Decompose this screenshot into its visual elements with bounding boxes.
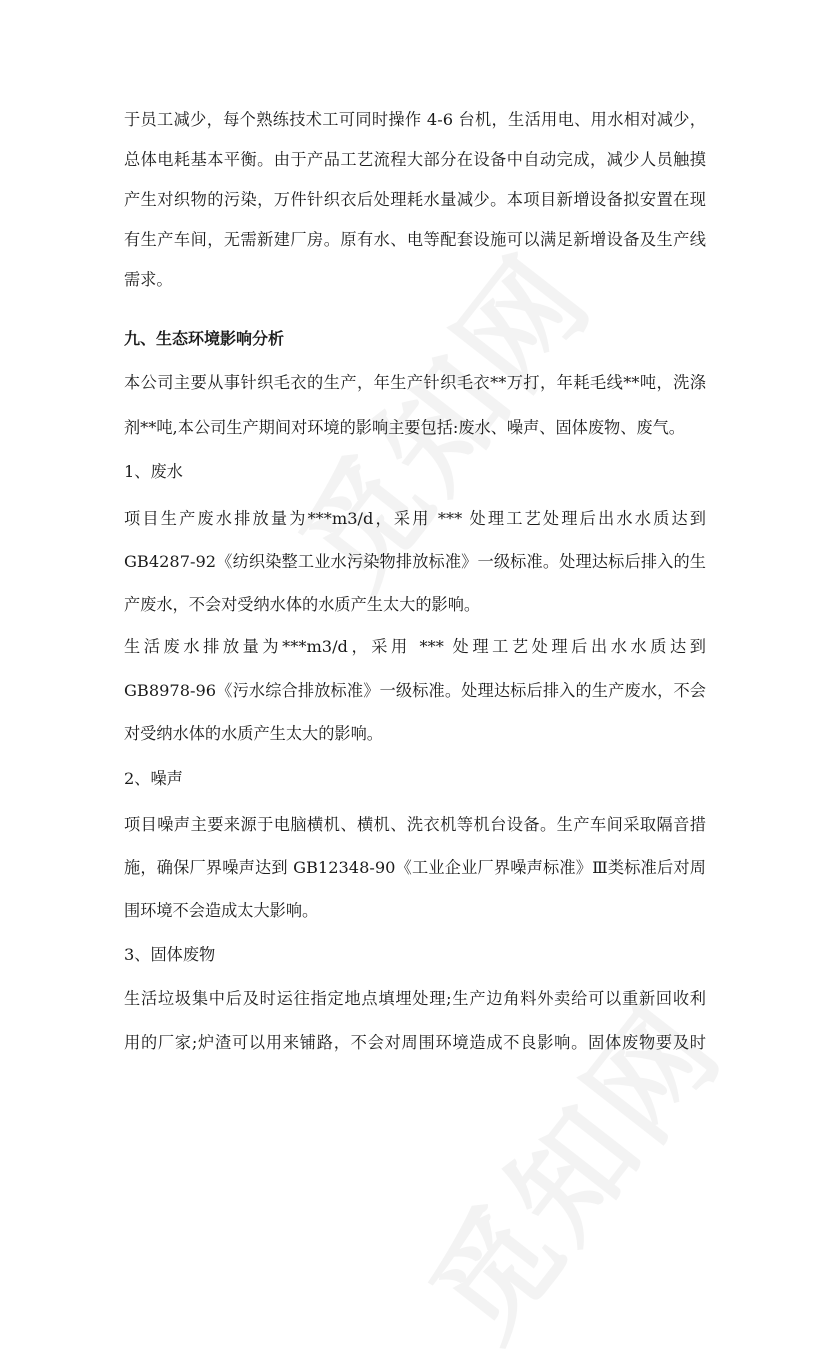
paragraph-line: 生活垃圾集中后及时运往指定地点填埋处理;生产边角料外卖给可以重新回收利 [124, 989, 706, 1008]
paragraph-line: GB8978-96《污水综合排放标准》一级标准。处理达标后排入的生产废水，不会 [124, 681, 706, 700]
paragraph-line: 有生产车间，无需新建厂房。原有水、电等配套设施可以满足新增设备及生产线 [124, 230, 706, 249]
paragraph-line: 于员工减少，每个熟练技术工可同时操作 4-6 台机，生活用电、用水相对减少， [124, 110, 706, 129]
paragraph-line: 本公司主要从事针织毛衣的生产，年生产针织毛衣**万打，年耗毛线**吨，洗涤 [124, 373, 706, 392]
subsection-heading: 1、废水 [124, 462, 183, 481]
paragraph-line: 项目噪声主要来源于电脑横机、横机、洗衣机等机台设备。生产车间采取隔音措 [124, 815, 706, 834]
paragraph-line: 总体电耗基本平衡。由于产品工艺流程大部分在设备中自动完成，减少人员触摸 [124, 150, 706, 169]
subsection-heading: 2、噪声 [124, 769, 183, 788]
paragraph-line: 对受纳水体的水质产生太大的影响。 [124, 724, 383, 743]
paragraph-line: GB4287-92《纺织染整工业水污染物排放标准》一级标准。处理达标后排入的生 [124, 552, 706, 571]
paragraph-line: 产废水，不会对受纳水体的水质产生太大的影响。 [124, 595, 481, 614]
paragraph-line: 产生对织物的污染，万件针织衣后处理耗水量减少。本项目新增设备拟安置在现 [124, 190, 706, 209]
watermark [385, 964, 753, 1368]
subsection-heading: 3、固体废物 [124, 945, 216, 964]
paragraph-line: 用的厂家;炉渣可以用来铺路，不会对周围环境造成不良影响。固体废物要及时 [124, 1033, 706, 1052]
paragraph-line: 生活废水排放量为***m3/d，采用 *** 处理工艺处理后出水水质达到 [124, 637, 706, 656]
paragraph-line: 围环境不会造成太大影响。 [124, 901, 319, 920]
paragraph-line: 需求。 [124, 270, 173, 289]
section-heading: 九、生态环境影响分析 [124, 329, 285, 348]
paragraph-line: 施，确保厂界噪声达到 GB12348-90《工业企业厂界噪声标准》Ⅲ类标准后对周 [124, 858, 706, 877]
paragraph-line: 项目生产废水排放量为***m3/d，采用 *** 处理工艺处理后出水水质达到 [124, 509, 706, 528]
paragraph-line: 剂**吨,本公司生产期间对环境的影响主要包括:废水、噪声、固体废物、废气。 [124, 418, 685, 437]
